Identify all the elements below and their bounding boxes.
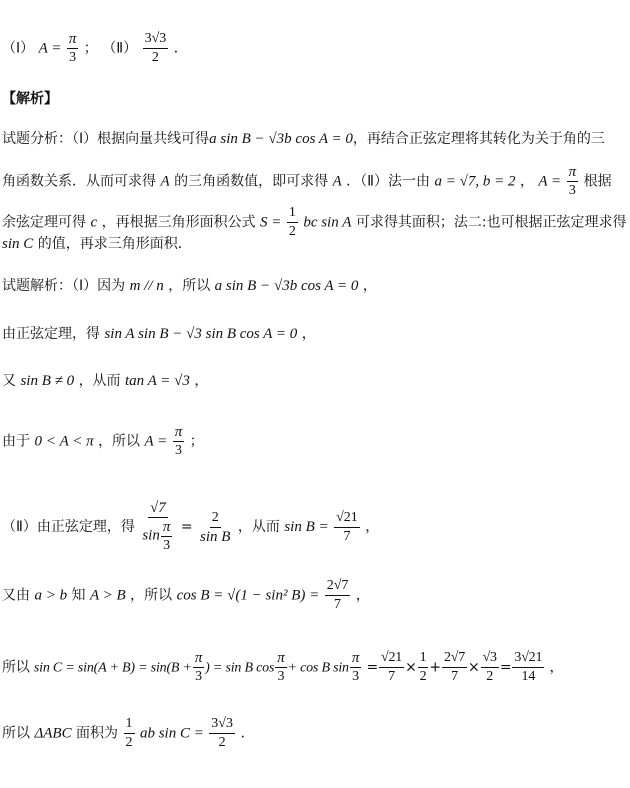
solution-line-3: 又 sin B ≠ 0 ，从而 tan A = √3 ，: [2, 373, 209, 389]
solution-line-1: 试题解析：（Ⅰ）因为 m // n ，所以 a sin B − √3b cos A = 0 ，: [2, 278, 377, 294]
analysis-line-2: 角函数关系．从而可求得 A 的三角函数值，即可求得 A ．（Ⅱ）法一由 a = √7, b = 2 ， A = $\frac{\pi}{3}$ 根据: [2, 164, 612, 198]
answer-line: （Ⅰ） A = $\frac{\pi}{3}$ ； （Ⅱ） $\frac{3√3}{2}$ ．: [2, 31, 188, 65]
analysis-line-4: sin C 的值，再求三角形面积．: [2, 236, 192, 252]
solution-line-8: 所以 ΔABC 面积为 $\frac{1}{2}$ ab sin C = $\frac{3√3}{2}$ ．: [2, 716, 255, 750]
solution-line-4: 由于 0 < A < π ，所以 A = $\frac{\pi}{3}$ ；: [2, 424, 204, 458]
solution-line-7: 所以 sin C = sin(A + B) = sin(B + $\frac{\pi}{3}$ ) = sin B cos $\frac{\pi}{3}$ + cos B sin $\frac{\pi}{3}$ = $\frac{√21}{7}$ × $\frac{1}{2}$ + $\frac{2√7}{7}$ × $\frac{√3}{2}$ = $\frac{3√21}{14}$ ，: [2, 650, 564, 684]
section-heading: 【解析】: [2, 91, 58, 107]
solution-line-6: 又由 a > b 知 A > B ，所以 cos B = √(1 − sin² B) = $\frac{2√7}{7}$ ，: [2, 578, 370, 612]
answer-eq: A =: [38, 40, 62, 57]
analysis-line-1: 试题分析：（Ⅰ）根据向量共线可得a sin B − √3b cos A = 0，再结合正弦定理将其转化为关于角的三: [2, 131, 605, 147]
analysis-line-3: 余弦定理可得 c ，再根据三角形面积公式 S = $\frac{1}{2}$ bc sin A 可求得其面积；法二:也可根据正弦定理求得: [2, 205, 627, 239]
answer-fraction-a: $\frac{\pi}{3}$: [68, 31, 77, 65]
answer-fraction-area: $\frac{3√3}{2}$: [144, 31, 167, 65]
vector-parallel: m // n: [129, 278, 164, 294]
solution-line-2: 由正弦定理，得 sin A sin B − √3 sin B cos A = 0 ，: [2, 326, 316, 342]
solution-line-5: （Ⅱ）由正弦定理，得 √7 sin $\frac{\pi}{3}$ = $\frac{2}{\text{sin B}}$ ，从而 sin B = $\frac{√21}{7}$ ，: [2, 500, 380, 553]
